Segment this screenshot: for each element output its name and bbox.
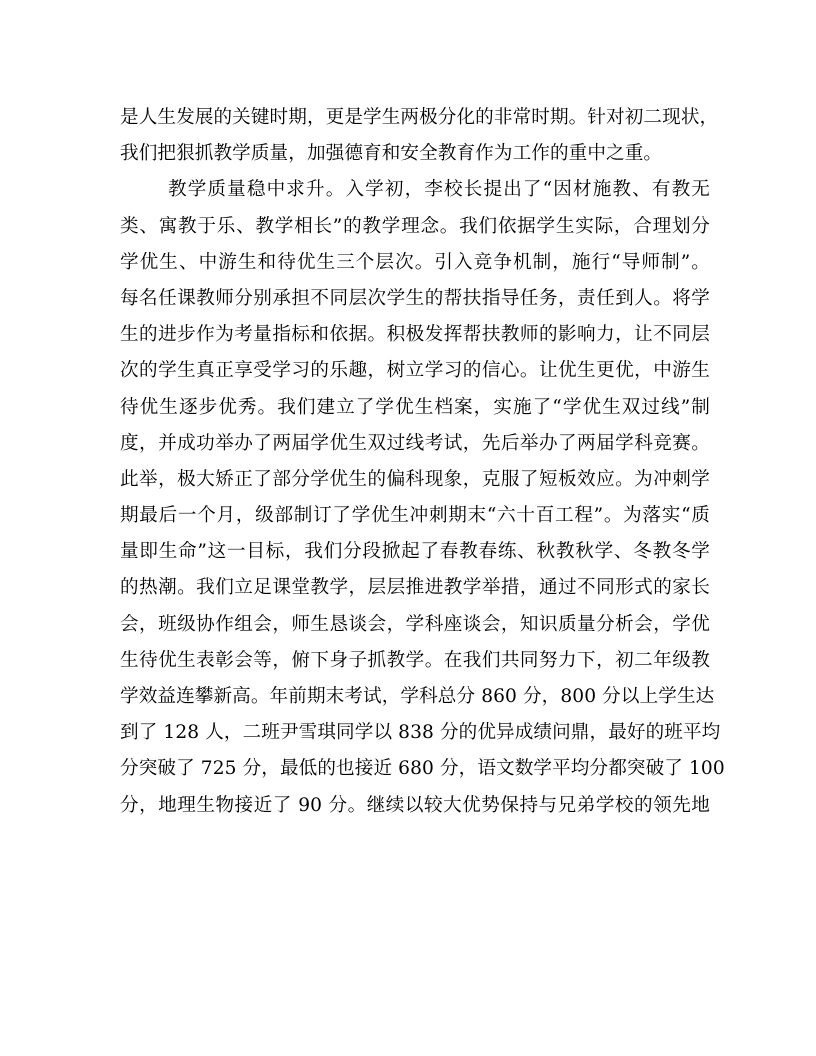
text-line: 类、寓教于乐、教学相长”的教学理念。我们依据学生实际，合理划分 — [120, 215, 710, 237]
text-line: 每名任课教师分别承担不同层次学生的帮扶指导任务，责任到人。将学 — [120, 287, 710, 309]
text-line: 生的进步作为考量指标和依据。积极发挥帮扶教师的影响力，让不同层 — [120, 324, 710, 346]
text-line: 的热潮。我们立足课堂教学，层层推进教学举措，通过不同形式的家长 — [120, 577, 710, 599]
text-line: 次的学生真正享受学习的乐趣，树立学习的信心。让优生更优，中游生 — [120, 360, 710, 382]
text-line: 我们把狠抓教学质量，加强德育和安全教育作为工作的重中之重。 — [120, 143, 663, 165]
text-line: 会，班级协作组会，师生恳谈会，学科座谈会，知识质量分析会，学优 — [120, 613, 710, 635]
text-line: 分突破了 725 分，最低的也接近 680 分，语文数学平均分都突破了 100 — [120, 758, 725, 780]
text-line: 生待优生表彰会等，俯下身子抓教学。在我们共同努力下，初二年级教 — [120, 649, 710, 671]
paragraph-start-line: 教学质量稳中求升。入学初，李校长提出了“因材施教、有教无 — [168, 179, 710, 201]
text-line: 分，地理生物接近了 90 分。继续以较大优势保持与兄弟学校的领先地 — [120, 794, 710, 816]
text-line: 度，并成功举办了两届学优生双过线考试，先后举办了两届学科竞赛。 — [120, 432, 710, 454]
text-line: 待优生逐步优秀。我们建立了学优生档案，实施了“学优生双过线”制 — [120, 396, 710, 418]
text-line: 此举，极大矫正了部分学优生的偏科现象，克服了短板效应。为冲刺学 — [120, 468, 710, 490]
text-line: 量即生命”这一目标，我们分段掀起了春教春练、秋教秋学、冬教冬学 — [120, 541, 710, 563]
text-line: 是人生发展的关键时期，更是学生两极分化的非常时期。针对初二现状， — [120, 107, 719, 128]
text-line: 到了 128 人，二班尹雪琪同学以 838 分的优异成绩问鼎，最好的班平均 — [120, 722, 721, 744]
text-line: 期最后一个月，级部制订了学优生冲刺期末“六十百工程”。为落实“质 — [120, 505, 710, 527]
body-text — [120, 100, 725, 824]
text-line: 学优生、中游生和待优生三个层次。引入竞争机制，施行“导师制”。 — [120, 251, 710, 273]
text-line: 学效益连攀新高。年前期末考试，学科总分 860 分，800 分以上学生达 — [120, 686, 715, 707]
